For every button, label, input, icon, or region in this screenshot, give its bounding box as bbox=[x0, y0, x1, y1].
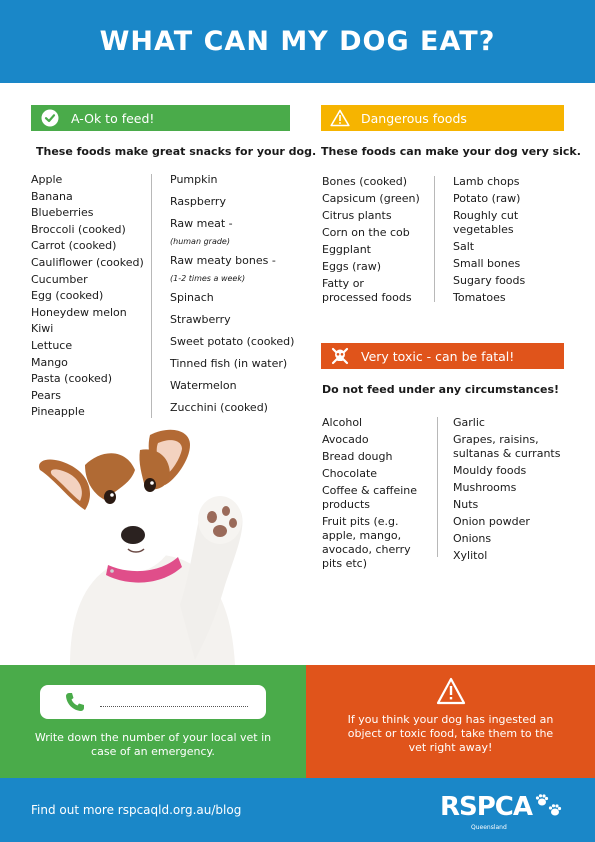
check-circle-icon bbox=[37, 105, 63, 131]
paw-prints-icon bbox=[534, 794, 564, 820]
list-item: Egg (cooked) bbox=[31, 289, 104, 303]
list-item: Tomatoes bbox=[453, 291, 506, 304]
toxic-list-1 bbox=[322, 416, 434, 574]
danger-list-1 bbox=[322, 175, 422, 308]
list-item: Avocado bbox=[322, 433, 369, 446]
list-item: Fruit pits (e.g. apple, mango, avocado, cherry pits etc) bbox=[322, 515, 411, 570]
list-item: Broccoli (cooked) bbox=[31, 222, 126, 236]
list-item: Pears bbox=[31, 388, 62, 402]
toxic-list-2 bbox=[453, 416, 565, 566]
dog-illustration bbox=[30, 425, 270, 665]
ok-list-2 bbox=[170, 172, 294, 422]
ok-subheading: These foods make great snacks for your dog. bbox=[36, 145, 317, 158]
danger-divider bbox=[434, 176, 435, 302]
list-item: Corn on the cob bbox=[322, 226, 410, 239]
list-item: Cucumber bbox=[31, 272, 88, 286]
warning-panel bbox=[306, 665, 595, 778]
rspca-logo: RSPCA bbox=[440, 792, 533, 822]
list-item: Pineapple bbox=[31, 405, 85, 419]
warning-triangle-icon bbox=[436, 677, 466, 705]
danger-subheading: These foods can make your dog very sick. bbox=[321, 145, 581, 158]
vet-text: Write down the number of your local vet in case of an emergency. bbox=[34, 731, 272, 758]
toxic-heading: Very toxic - can be fatal! bbox=[361, 348, 515, 364]
footer bbox=[0, 778, 595, 842]
skull-crossbones-icon bbox=[327, 343, 353, 369]
ok-divider bbox=[151, 174, 152, 418]
list-item: Kiwi bbox=[31, 322, 54, 336]
list-item: Onion powder bbox=[453, 515, 530, 528]
list-item: Citrus plants bbox=[322, 209, 392, 222]
list-item: Xylitol bbox=[453, 549, 488, 562]
list-item: Watermelon bbox=[170, 378, 237, 392]
list-item: Fatty or processed foods bbox=[322, 277, 412, 304]
toxic-subheading: Do not feed under any circumstances! bbox=[322, 383, 560, 396]
rspca-logo-sub: Queensland bbox=[471, 824, 507, 831]
list-item: Mushrooms bbox=[453, 481, 517, 494]
list-item: Mouldy foods bbox=[453, 464, 527, 477]
danger-list-2 bbox=[453, 175, 563, 308]
ok-banner bbox=[31, 105, 290, 131]
list-item: Tinned fish (in water) bbox=[170, 356, 288, 370]
danger-banner bbox=[321, 105, 564, 131]
list-item: Chocolate bbox=[322, 467, 378, 480]
warning-triangle-icon bbox=[327, 105, 353, 131]
list-item: Strawberry bbox=[170, 312, 231, 326]
list-item: Lettuce bbox=[31, 338, 73, 352]
list-item: Pumpkin bbox=[170, 173, 218, 186]
list-item: Capsicum (green) bbox=[322, 192, 420, 205]
ok-list-1 bbox=[31, 172, 144, 421]
list-item: Zucchini (cooked) bbox=[170, 400, 268, 414]
list-item: Salt bbox=[453, 240, 475, 253]
list-item: Garlic bbox=[453, 416, 485, 429]
list-item: Honeydew melon bbox=[31, 305, 127, 319]
list-item: Alcohol bbox=[322, 416, 363, 429]
list-item: Bread dough bbox=[322, 450, 393, 463]
list-item: Grapes, raisins, sultanas & currants bbox=[453, 433, 561, 460]
list-item: Lamb chops bbox=[453, 175, 520, 188]
toxic-divider bbox=[437, 417, 438, 557]
ok-heading: A-Ok to feed! bbox=[71, 110, 155, 126]
list-item: Roughly cut vegetables bbox=[453, 209, 519, 236]
list-item: Raw meat - (human grade) bbox=[170, 216, 294, 248]
list-item: Raw meaty bones - (1-2 times a week) bbox=[170, 253, 294, 285]
list-item: Nuts bbox=[453, 498, 479, 511]
toxic-banner bbox=[321, 343, 564, 369]
list-item: Small bones bbox=[453, 257, 521, 270]
list-item: Potato (raw) bbox=[453, 192, 521, 205]
list-item: Pasta (cooked) bbox=[31, 372, 112, 386]
list-item: Carrot (cooked) bbox=[31, 239, 117, 253]
vet-number-field[interactable] bbox=[40, 685, 266, 719]
list-item: Sweet potato (cooked) bbox=[170, 334, 295, 348]
list-item: Banana bbox=[31, 189, 73, 203]
list-item: Sugary foods bbox=[453, 274, 526, 287]
header bbox=[0, 0, 595, 83]
page-title: WHAT CAN MY DOG EAT? bbox=[99, 26, 496, 57]
danger-heading: Dangerous foods bbox=[361, 110, 467, 126]
list-item-note: (1-2 times a week) bbox=[170, 273, 246, 283]
vet-panel bbox=[0, 665, 306, 778]
list-item: Eggs (raw) bbox=[322, 260, 381, 273]
phone-number-line bbox=[100, 706, 248, 707]
list-item: Raspberry bbox=[170, 194, 226, 208]
list-item: Bones (cooked) bbox=[322, 175, 408, 188]
warning-text: If you think your dog has ingested an object or toxic food, take them to the vet right away! bbox=[347, 713, 554, 754]
list-item: Blueberries bbox=[31, 206, 94, 220]
list-item: Cauliflower (cooked) bbox=[31, 255, 144, 269]
list-item: Coffee & caffeine products bbox=[322, 484, 418, 511]
list-item: Eggplant bbox=[322, 243, 371, 256]
find-out-more-link[interactable]: Find out more rspcaqld.org.au/blog bbox=[31, 803, 242, 817]
list-item: Spinach bbox=[170, 290, 214, 304]
list-item: Onions bbox=[453, 532, 492, 545]
phone-icon bbox=[64, 691, 86, 713]
list-item: Apple bbox=[31, 173, 63, 186]
list-item-note: (human grade) bbox=[170, 236, 230, 246]
list-item: Mango bbox=[31, 355, 68, 369]
